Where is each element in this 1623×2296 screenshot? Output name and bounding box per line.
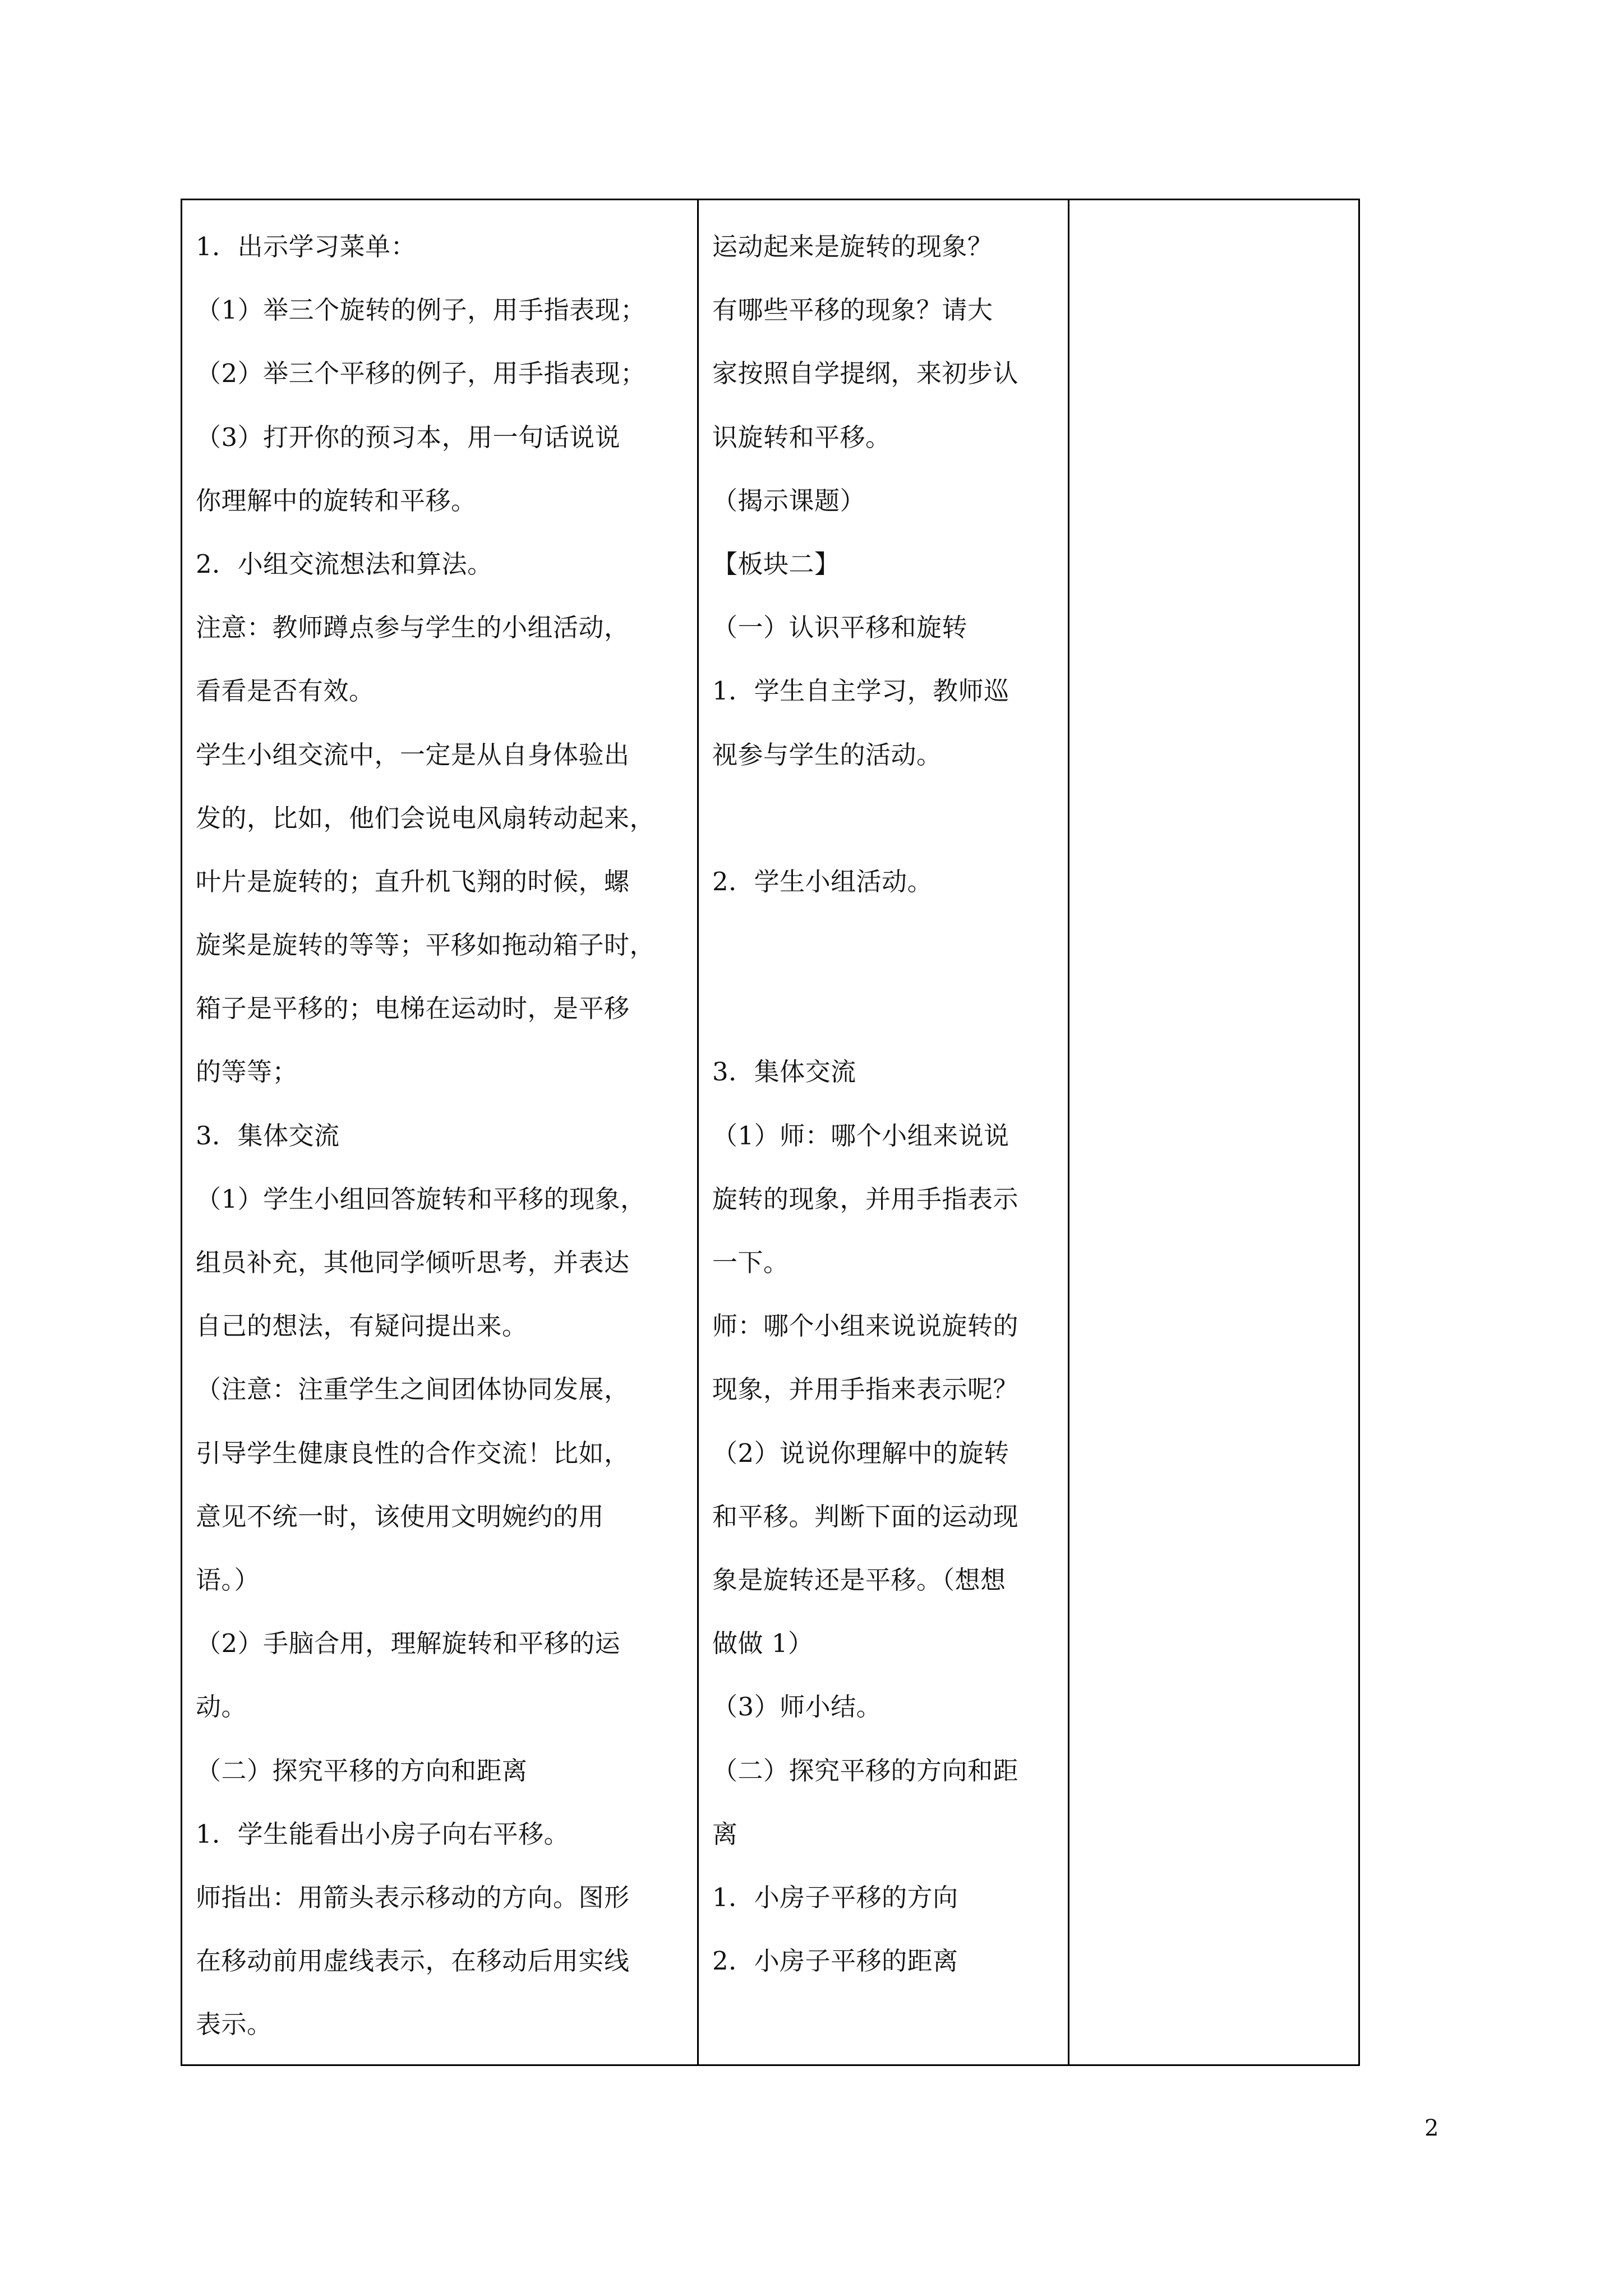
text-line: 现象，并用手指来表示呢？ — [712, 1374, 1019, 1405]
text-line: 离 — [712, 1819, 738, 1849]
text-line: 看看是否有效。 — [196, 676, 375, 706]
blank-space — [712, 786, 1055, 850]
text-line: 师：哪个小组来说说旋转的 — [712, 1311, 1019, 1341]
text-line: 1．小房子平移的方向 — [712, 1882, 958, 1912]
text-line: （揭示课题） — [712, 485, 866, 516]
text-line: （一）认识平移和旋转 — [712, 613, 968, 643]
text-line: 象是旋转还是平移。（想想 — [712, 1565, 1006, 1595]
text-line: （二）探究平移的方向和距离 — [196, 1755, 528, 1786]
text-line: 在移动前用虚线表示，在移动后用实线 — [196, 1946, 630, 1976]
text-line: 做做 1） — [712, 1628, 814, 1659]
text-line: 3．集体交流 — [196, 1120, 340, 1151]
text-line: 旋转的现象，并用手指表示 — [712, 1184, 1019, 1214]
text-line: （二）探究平移的方向和距 — [712, 1755, 1019, 1786]
text-line: 2．学生小组活动。 — [712, 866, 933, 896]
text-line: （3）打开你的预习本，用一句话说说 — [196, 422, 621, 452]
text-line: 自己的想法，有疑问提出来。 — [196, 1311, 528, 1341]
text-line: （1）举三个旋转的例子，用手指表现； — [196, 295, 646, 325]
text-line: 1．出示学习菜单： — [196, 232, 417, 261]
text-line: （2）说说你理解中的旋转 — [712, 1438, 1009, 1468]
text-line: 【板块二】 — [712, 549, 840, 579]
text-line: 表示。 — [196, 2009, 273, 2040]
notes-column — [1068, 200, 1358, 2064]
text-line: 箱子是平移的；电梯在运动时，是平移 — [196, 993, 630, 1024]
text-line: 叶片是旋转的；直升机飞翔的时候，螺 — [196, 866, 630, 896]
text-line: 注意：教师蹲点参与学生的小组活动， — [196, 613, 630, 643]
text-line: 你理解中的旋转和平移。 — [196, 485, 477, 516]
text-line: 一下。 — [712, 1248, 789, 1278]
text-line: 发的，比如，他们会说电风扇转动起来， — [196, 803, 656, 833]
student-activity-column — [182, 200, 697, 2064]
text-line: 家按照自学提纲，来初步认 — [712, 358, 1019, 389]
text-line: 引导学生健康良性的合作交流！比如， — [196, 1438, 630, 1468]
text-line: （3）师小结。 — [712, 1692, 882, 1722]
text-line: 意见不统一时，该使用文明婉约的用 — [196, 1501, 605, 1531]
text-line: 的等等； — [196, 1057, 298, 1087]
lesson-table — [181, 199, 1360, 2066]
text-line: 2．小组交流想法和算法。 — [196, 549, 493, 579]
text-line: 动。 — [196, 1692, 247, 1722]
text-line: 识旋转和平移。 — [712, 422, 891, 452]
text-line: 语。） — [196, 1565, 260, 1595]
text-line: 有哪些平移的现象？请大 — [712, 295, 993, 325]
text-line: （2）举三个平移的例子，用手指表现； — [196, 358, 646, 389]
text-line: （1）师：哪个小组来说说 — [712, 1120, 1009, 1151]
text-line: 师指出：用箭头表示移动的方向。图形 — [196, 1882, 630, 1912]
page-number: 2 — [1424, 2115, 1439, 2141]
text-line: 和平移。判断下面的运动现 — [712, 1501, 1019, 1531]
text-line: （2）手脑合用，理解旋转和平移的运 — [196, 1628, 621, 1659]
text-line: 1．学生自主学习，教师巡 — [712, 676, 1009, 706]
text-line: 1．学生能看出小房子向右平移。 — [196, 1819, 570, 1849]
text-line: 视参与学生的活动。 — [712, 739, 942, 770]
teacher-activity-column — [697, 200, 1068, 2064]
text-line: 组员补充，其他同学倾听思考，并表达 — [196, 1248, 630, 1277]
text-line: 学生小组交流中，一定是从自身体验出 — [196, 739, 630, 770]
blank-space — [712, 913, 1055, 1040]
text-line: 2．小房子平移的距离 — [712, 1946, 958, 1976]
text-line: 3．集体交流 — [712, 1057, 856, 1087]
text-line: 旋桨是旋转的等等；平移如拖动箱子时， — [196, 930, 656, 960]
text-line: 运动起来是旋转的现象？ — [712, 232, 993, 261]
text-line: （1）学生小组回答旋转和平移的现象， — [196, 1184, 646, 1214]
text-line: （注意：注重学生之间团体协同发展， — [196, 1374, 630, 1405]
